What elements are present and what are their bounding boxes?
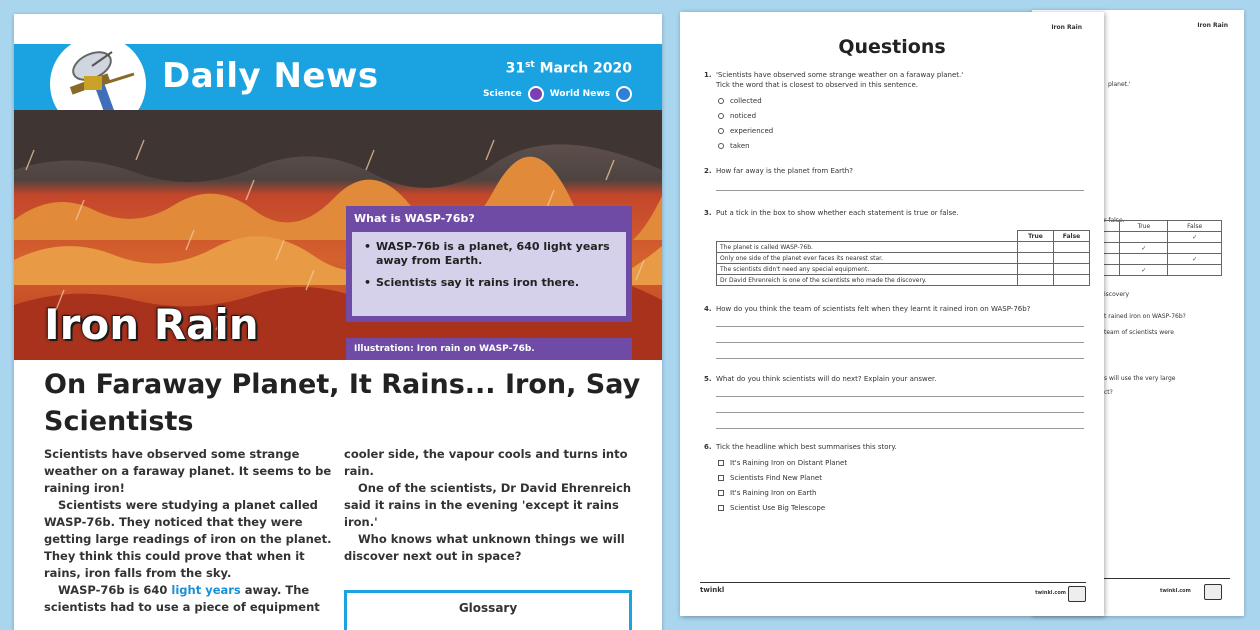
radio-icon[interactable] [718,98,724,104]
checkbox-icon[interactable] [718,490,724,496]
back-header-tag: Iron Rain [1197,22,1228,29]
back-col-false: False [1168,221,1222,232]
radio-icon[interactable] [718,143,724,149]
category-tags [483,86,632,102]
answer-line[interactable] [716,342,1084,343]
question-text: Tick the headline which best summarises this story. [716,443,897,451]
article-paragraph: Scientists were studying a planet called WASP-76b. They noticed that they were getting large readings of iron on the planet. They think this could prove that when it rains, iron falls from the sky. [44,498,332,580]
tick-box[interactable] [1018,275,1054,286]
option-label: Scientist Use Big Telescope [730,504,826,512]
radio-icon[interactable] [718,113,724,119]
question-subtext: Tick the word that is closest to observed in this sentence. [716,81,918,89]
tick-box[interactable] [1054,242,1090,253]
statement-cell: Dr David Ehrenreich is one of the scientists who made the discovery. [717,275,1018,286]
answer-option[interactable] [704,471,1084,486]
answer-line[interactable] [716,396,1084,397]
back-fragment: s will use the very large [1104,375,1176,382]
statement-cell: The planet is called WASP-76b. [717,242,1018,253]
text-run: WASP-76b is 640 [58,583,172,597]
glossary-box [344,590,632,630]
tick-box[interactable] [1018,242,1054,253]
date-day: 31 [505,60,526,77]
option-label: experienced [730,127,774,135]
article-column-1 [44,446,340,616]
question-6 [704,442,1084,516]
question-number: 1. [704,71,712,79]
illustration-caption: Illustration: Iron rain on WASP-76b. [346,338,632,360]
answer-line[interactable] [716,412,1084,413]
date-suffix: st [525,60,535,70]
checkbox-icon[interactable] [718,505,724,511]
questions-worksheet-page [680,12,1104,616]
statement-cell: The scientists didn't need any special equipment. [717,264,1018,275]
back-fragment: team of scientists were [1104,329,1174,336]
col-false: False [1054,231,1090,242]
question-1 [704,70,1084,154]
tick-box[interactable] [1018,253,1054,264]
globe-icon [616,86,632,102]
question-text: How far away is the planet from Earth? [716,167,853,175]
quality-badge-icon [1068,586,1086,602]
tick-box[interactable] [1054,275,1090,286]
question-number: 6. [704,443,712,451]
answer-option[interactable] [704,139,1084,154]
fact-item: • WASP-76b is a planet, 640 light years away from Earth. [364,240,616,268]
date-rest: March 2020 [534,60,632,77]
question-number: 3. [704,209,712,217]
table-row [717,242,1090,253]
article-paragraph: One of the scientists, Dr David Ehrenreich said it rains in the evening 'except it rains iron.' [344,481,632,529]
question-4 [704,304,1030,314]
back-true-false-table [1104,220,1222,276]
glossary-term-link[interactable]: light years [171,583,241,597]
footer-line [700,582,1086,583]
back-fragment: planet.' [1108,81,1131,88]
back-fragment: t rained iron on WASP-76b? [1104,313,1186,320]
tick-mark: ✓ [1120,265,1168,276]
fact-box [346,206,632,322]
fact-box-title: What is WASP-76b? [346,206,632,232]
radio-icon[interactable] [718,128,724,134]
question-number: 2. [704,167,712,175]
question-text: What do you think scientists will do next? Explain your answer. [716,375,937,383]
option-label: collected [730,97,762,105]
tick-box[interactable] [1018,264,1054,275]
tag-science: Science [482,89,522,99]
question-2 [704,166,853,176]
back-fragment: ct? [1104,389,1113,396]
answer-option[interactable] [704,501,1084,516]
fact-item: • Scientists say it rains iron there. [364,276,616,290]
back-col-true: True [1120,221,1168,232]
question-3 [704,208,959,218]
answer-option[interactable] [704,456,1084,471]
twinkl-logo: twinkl [700,586,725,594]
answer-option[interactable] [704,124,1084,139]
question-number: 4. [704,305,712,313]
answer-line[interactable] [716,190,1084,191]
back-footer-url: twinkl.com [1160,588,1191,594]
hero-title: Iron Rain [44,300,259,349]
article-paragraph: Scientists have observed some strange weather on a faraway planet. It seems to be raining iron! [44,447,332,495]
tick-box[interactable] [1054,253,1090,264]
news-page [14,14,662,630]
answer-option[interactable] [704,94,1084,109]
tick-mark: ✓ [1168,232,1222,243]
answer-line[interactable] [716,326,1084,327]
back-fragment: r false. [1104,217,1125,224]
tick-mark: ✓ [1120,243,1168,254]
question-5 [704,374,937,384]
back-footer-line [1104,578,1230,579]
worksheet-header-tag: Iron Rain [1051,24,1082,31]
col-true: True [1018,231,1054,242]
question-text: 'Scientists have observed some strange weather on a faraway planet.' [716,71,964,79]
tick-mark: ✓ [1168,254,1222,265]
tick-box[interactable] [1054,264,1090,275]
checkbox-icon[interactable] [718,475,724,481]
answer-option[interactable] [704,486,1084,501]
article-headline: On Faraway Planet, It Rains... Iron, Say Scientists [44,369,641,437]
question-text: Put a tick in the box to show whether each statement is true or false. [716,209,959,217]
publication-date [506,60,632,77]
article-paragraph [44,582,340,616]
question-text: How do you think the team of scientists felt when they learnt it rained iron on WASP-76b? [716,305,1031,313]
table-row [717,253,1090,264]
question-number: 5. [704,375,712,383]
text-run: away. The scientists had to use a piece of equipment [44,583,320,614]
true-false-table [716,230,1090,286]
option-label: taken [730,142,750,150]
article-paragraph: Who knows what unknown things we will discover next out in space? [344,532,625,563]
statement-cell: Only one side of the planet ever faces its nearest star. [717,253,1018,264]
masthead-title: Daily News [162,56,379,96]
option-label: It's Raining Iron on Distant Planet [730,459,848,467]
table-row [717,275,1090,286]
back-fragment: iscovery [1104,291,1130,298]
option-label: It's Raining Iron on Earth [730,489,817,497]
worksheet-title: Questions [838,36,946,58]
glossary-title: Glossary [458,601,518,615]
quality-badge-icon [1204,584,1222,600]
answer-option[interactable] [704,109,1084,124]
checkbox-icon[interactable] [718,460,724,466]
answer-line[interactable] [716,358,1084,359]
article-column-2 [344,446,634,565]
table-row [717,264,1090,275]
option-label: Scientists Find New Planet [730,474,822,482]
science-icon [528,86,544,102]
option-label: noticed [730,112,757,120]
answer-line[interactable] [716,428,1084,429]
footer-url: twinkl.com [1035,590,1066,596]
tag-world-news: World News [549,89,610,99]
article-paragraph: cooler side, the vapour cools and turns into rain. [344,447,628,478]
